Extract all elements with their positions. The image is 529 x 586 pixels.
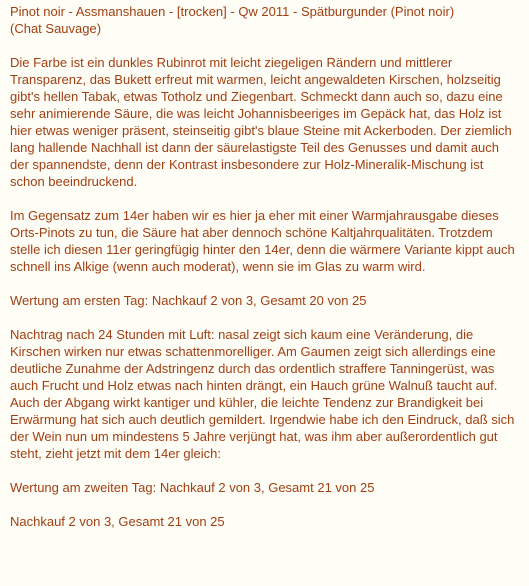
tasting-note-paragraph-2: Im Gegensatz zum 14er haben wir es hier ja eher mit einer Warmjahrausgabe dieses Orts-Pinots zu tun, die Säure hat aber dennoch schöne Kaltjahrqualitäten. Trotzdem stelle ich diesen 11er geringfügig hinter den 14er, denn die wärmere Variante kippt auch schnell ins Alkige (wenn auch moderat), wenn sie im Glas zu warm wird. [10, 208, 515, 274]
final-rating: Nachkauf 2 von 3, Gesamt 21 von 25 [10, 514, 225, 529]
tasting-note-paragraph-3: Nachtrag nach 24 Stunden mit Luft: nasal zeigt sich kaum eine Veränderung, die Kirschen wirken nur etwas schattenmorelliger. Am Gaumen zeigt sich allerdings eine deutliche Zunahme der Adstringenz durch das ordentlich straffere Tanningerüst, was auch Frucht und Holz etwas nach hinten drängt, ein Hauch grüne Walnuß taucht auf. Auch der Abgang wirkt kantiger und kühler, die leichte Tendenz zur Brandigkeit bei Erwärmung hat sich auch deutlich gemildert. Irgendwie habe ich den Eindruck, daß sich der Wein nun um mindestens 5 Jahre verjüngt hat, was ihm aber außerordentlich gut steht, zieht jetzt mit dem 14er gleich: [10, 327, 515, 461]
wine-review-post [10, 3, 519, 530]
tasting-note-paragraph-1: Die Farbe ist ein dunkles Rubinrot mit leicht ziegeligen Rändern und mittlerer Transparenz, das Bukett erfreut mit warmen, leicht angewaldeten Kirschen, holzseitig gibt's hellen Tabak, etwas Totholz und Ziegenbart. Schmeckt dann auch so, dazu eine sehr animierende Säure, die was leicht Johannisbeeriges im Gepäck hat, das Holz ist hier etwas weniger präsent, steinseitig gibt's blaue Steine mit Ackerboden. Der ziemlich lang hallende Nachhall ist dann der säurelastigste Teil des Genusses und damit auch der spannendste, denn der Kontrast insbesondere zur Holz-Mineralik-Mischung ist schon beeindruckend. [10, 55, 512, 189]
wine-title-line2: (Chat Sauvage) [10, 21, 102, 36]
wine-title-line1: Pinot noir - Assmanshauen - [trocken] - Qw 2011 - Spätburgunder (Pinot noir) [10, 4, 455, 19]
rating-day-one: Wertung am ersten Tag: Nachkauf 2 von 3, Gesamt 20 von 25 [10, 293, 367, 308]
rating-day-two: Wertung am zweiten Tag: Nachkauf 2 von 3, Gesamt 21 von 25 [10, 480, 375, 495]
wine-title [10, 3, 519, 37]
